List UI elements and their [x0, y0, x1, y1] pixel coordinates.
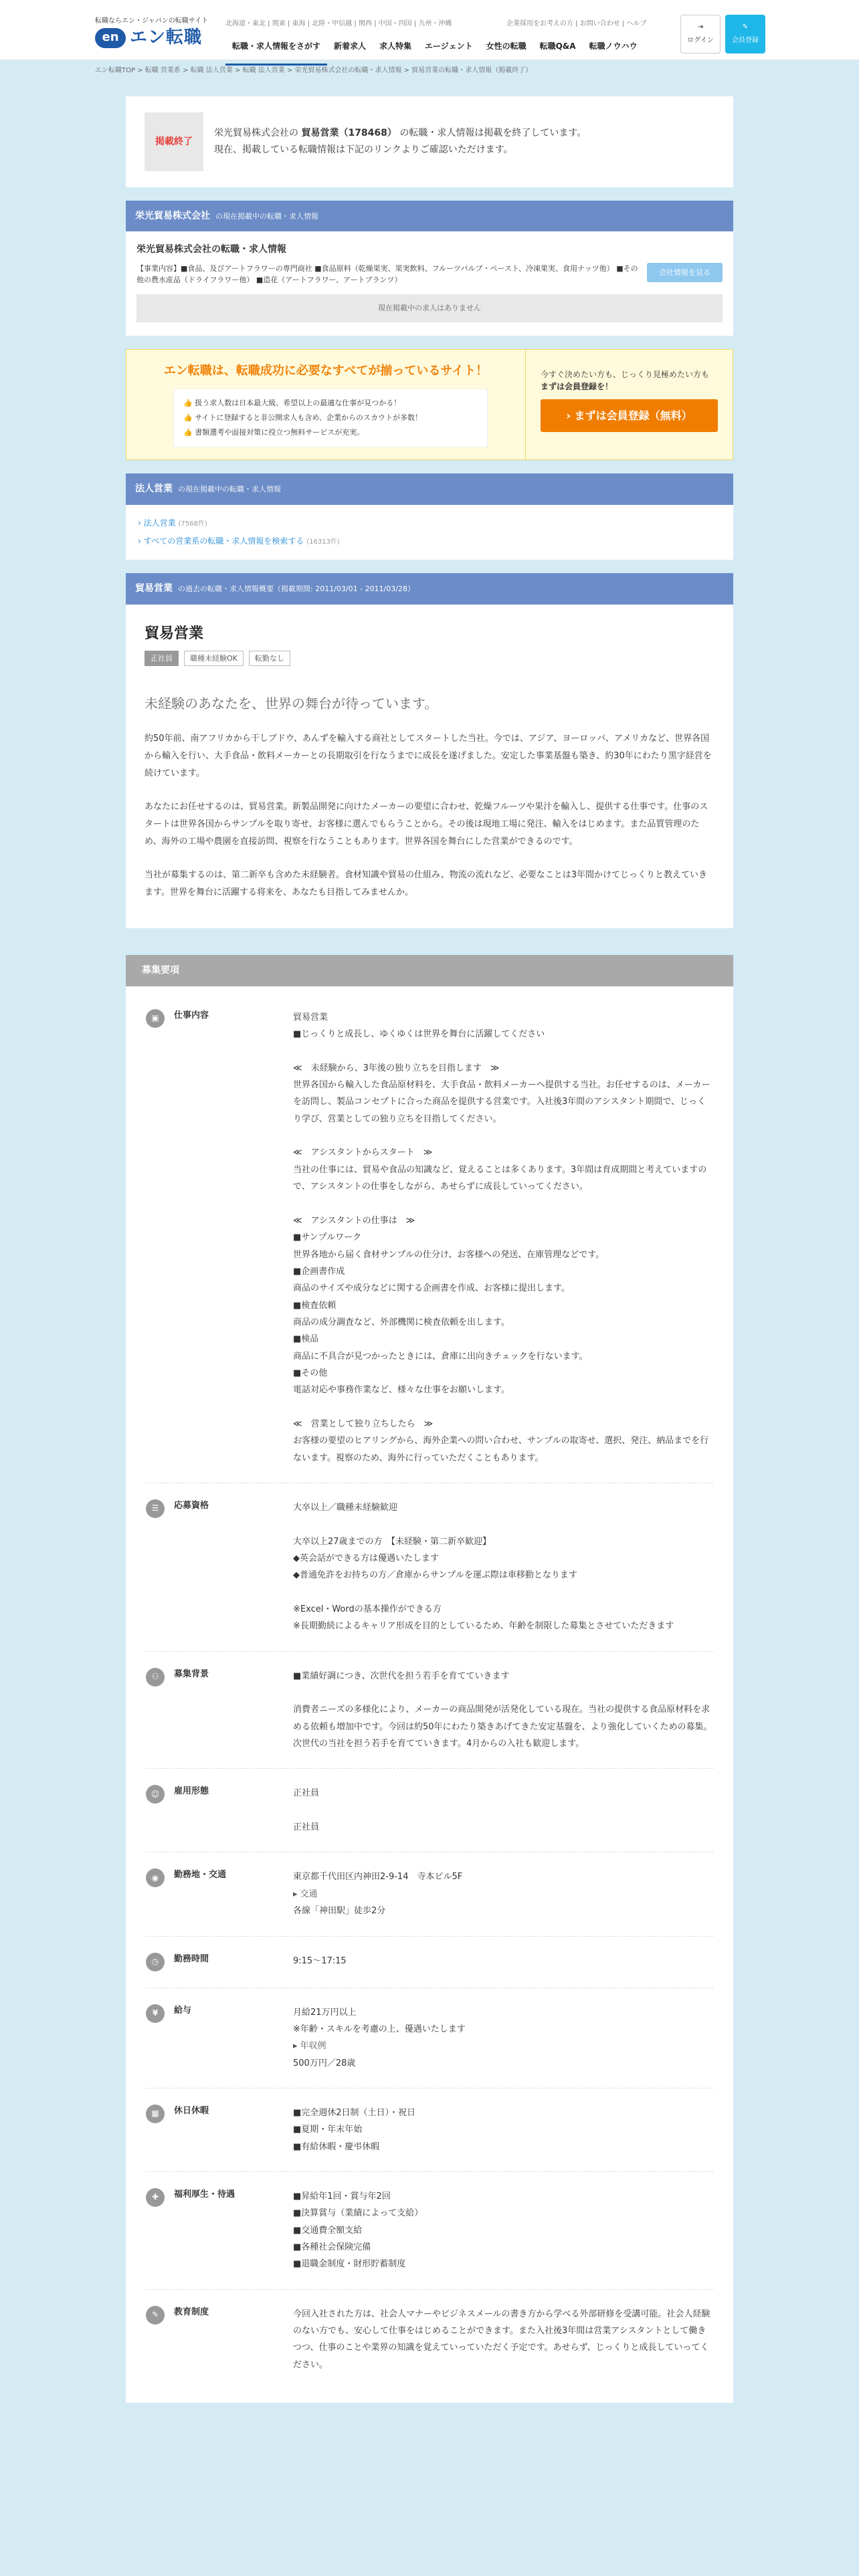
requirements-header: 募集要項 — [126, 955, 733, 986]
person-icon: ☺ — [146, 1785, 165, 1804]
nav-search-jobs[interactable]: 転職・求人情報をさがす — [225, 37, 327, 66]
requirement-sub-body: 各線「神田駅」徒歩2分 — [293, 1906, 386, 1917]
requirement-label: 仕事内容 — [174, 1010, 209, 1021]
requirement-row — [146, 2088, 713, 2172]
promo-right-text: 今すぐ決めたい方も、じっくり見極めたい方も — [541, 369, 710, 379]
current-jobs-section — [126, 201, 733, 336]
promo-right-bold: まずは会員登録を！ — [541, 381, 613, 391]
requirement-body: ■業績好調につき、次世代を担う若手を育てていきます 消費者ニーズの多様化により、メーカーの商品開発が活発化している現在。当社の提供する食品原材料を求める依頼も増加中です。今回は約50年にわたり築きあげてきた安定基盤を、より強化していくための募集。次世代の当社を担う若手を育てていきます。4月からの入社も歓迎します。 — [293, 1671, 712, 1749]
signup-promo — [126, 349, 733, 461]
clock-icon: ◷ — [146, 1953, 165, 1971]
requirement-label: 休日休暇 — [174, 2105, 209, 2116]
related-bar-sub: の現在掲載中の転職・求人情報 — [178, 485, 281, 494]
requirement-body: 9:15～17:15 — [293, 1955, 347, 1966]
requirement-row — [146, 1937, 713, 1988]
requirement-body: 月給21万円以上 ※年齢・スキルを考慮の上、優遇いたします — [293, 2007, 466, 2034]
checklist-icon: ☰ — [146, 1499, 165, 1518]
breadcrumb[interactable]: エン転職TOP > 転職 営業系 > 転職 法人営業 > 転職 法人営業 > 栄光貿易株式会社の転職・求人情報 > 貿易営業の転職・求人情報（掲載終了） — [95, 67, 533, 74]
past-job-summary — [126, 573, 733, 928]
thumb-icon: 👍 — [183, 428, 193, 437]
site-logo[interactable] — [95, 24, 202, 52]
promo-point: 👍 扱う求人数は日本最大級。希望以上の最適な仕事が見つかる！ — [183, 399, 401, 408]
register-label: 会員登録 — [732, 37, 759, 44]
requirement-row — [146, 2290, 713, 2389]
site-header — [0, 0, 859, 60]
ended-status: の転職・求人情報は掲載を終了しています。 — [399, 127, 587, 138]
requirement-row — [146, 1988, 713, 2088]
thumb-icon: 👍 — [183, 413, 193, 423]
register-cta-button[interactable]: › まずは会員登録（無料） — [541, 399, 718, 433]
requirement-row — [146, 1769, 713, 1852]
requirement-body: 正社員 正社員 — [293, 1788, 320, 1833]
related-jobs-section — [126, 473, 733, 560]
utility-links[interactable]: 企業採用をお考えの方 | お問い合わせ | ヘルプ — [506, 20, 647, 27]
related-link[interactable]: › 法人営業 (7568件) — [138, 518, 207, 528]
business-description: 【事業内容】■食品、及びアートフラワーの専門商社 ■食品原料（乾燥果実、果実飲料、フルーツパルプ・ペースト、冷凍果実、食用ナッツ他） ■その他の農水産品（ドライフラワー他） ■造花（アートフラワー、アートプランツ） — [136, 263, 638, 285]
nav-women[interactable]: 女性の転職 — [486, 41, 527, 51]
register-button[interactable] — [725, 15, 765, 53]
catch-copy: 未経験のあなたを、世界の舞台が待っています。 — [145, 695, 438, 712]
requirement-label: 雇用形態 — [174, 1786, 209, 1797]
pen-icon: ✎ — [742, 23, 749, 31]
thumb-icon: 👍 — [183, 399, 193, 408]
current-bar-sub: の現在掲載中の転職・求人情報 — [215, 212, 318, 221]
yen-icon: ¥ — [146, 2004, 165, 2023]
past-bar-sub: の過去の転職・求人情報概要（掲載期間: 2011/03/01 - 2011/03/28） — [178, 584, 415, 594]
requirement-label: 応募資格 — [174, 1500, 209, 1511]
benefits-icon: ✚ — [146, 2188, 165, 2207]
current-heading: 栄光貿易株式会社の転職・求人情報 — [136, 244, 286, 255]
requirements-list — [126, 986, 733, 2403]
related-link[interactable]: › すべての営業系の転職・求人情報を検索する (16313件) — [138, 536, 340, 546]
promo-point: 👍 書類選考や面接対策に役立つ無料サービスが充実。 — [183, 428, 365, 437]
sub-icon: ▸ — [293, 1889, 298, 1899]
login-button[interactable] — [680, 15, 721, 53]
tag-employment: 正社員 — [145, 651, 179, 667]
login-label: ログイン — [687, 37, 714, 44]
nav-agent[interactable]: エージェント — [425, 41, 473, 51]
requirement-body: 貿易営業 ■じっくりと成長し、ゆくゆくは世界を舞台に活躍してください ≪ 未経験から、3年後の独り立ちを目指します ≫ 世界各国から輸入した食品原材料を、大手食品・飲料メーカーへ提供する当社。お任せするのは、メーカーを訪問し、製品コンセプトに合った商品を提供する営業です。入社後3年間のアシスタント期間で、じっくり学び、営業としての独り立ちを目指してください。 ≪ アシスタントからスタート ≫ 当社の仕事には、貿易や食品の知識など、覚えることは多くあります。3年間は育成期間と考えていますので、アシスタントの仕事をしながら、あせらずに成長していってください。 ≪ アシスタントの仕事は ≫ ■サンプルワーク 世界各地から届く食材サンプルの仕分け、お客様への発送、在庫管理などです。 ■企画書作成 商品のサイズや成分などに関する企画書を作成、お客様に提出します。 ■検査依頼 商品の成分調査など、外部機関に検査依頼を出します。 ■検品 商品に不具合が見つかったときには、倉庫に出向きチェックを行ないます。 ■その他 電話対応や事務作業など、様々な仕事をお願いします。 ≪ 営業として独り立ちしたら ≫ お客様の要望のヒアリングから、海外企業への問い合わせ、サンプルの取寄せ、選択、発注、納品までを行ないます。視察のため、海外に行っていただくこともあります。 — [293, 1012, 710, 1463]
training-icon: ✎ — [146, 2306, 165, 2325]
promo-title: エン転職は、転職成功に必要なすべてが揃っているサイト！ — [163, 363, 488, 378]
requirement-row — [146, 1652, 713, 1769]
area-links[interactable]: 北海道・東北 | 関東 | 東海 | 北陸・甲信越 | 関西 | 中国・四国 | 九州・沖縄 — [225, 20, 452, 27]
nav-qa[interactable]: 転職Q&A — [539, 41, 576, 51]
group-icon: ⚇ — [146, 1668, 165, 1687]
calendar-icon: ▦ — [146, 2105, 165, 2123]
nav-knowhow[interactable]: 転職ノウハウ — [589, 41, 638, 51]
briefcase-icon: ▣ — [146, 1009, 165, 1028]
sub-icon: ▸ — [293, 2041, 298, 2052]
company-info-button[interactable]: 会社情報を見る — [647, 263, 723, 283]
requirement-body: ■完全週休2日制（土日）・祝日 ■夏期・年末年始 ■有給休暇・慶弔休暇 — [293, 2107, 416, 2152]
requirements-section — [126, 955, 733, 2403]
requirement-body: ■昇給年1回・賞与年2回 ■決算賞与（業績によって支給） ■交通費全額支給 ■各種社会保険完備 ■退職金制度・財形貯蓄制度 — [293, 2191, 423, 2270]
listing-ended-notice — [126, 96, 733, 187]
main-nav — [225, 37, 644, 66]
requirement-sub-label: ▸ 年収例 — [293, 2038, 713, 2054]
requirement-row — [146, 1483, 713, 1652]
ended-company: 栄光貿易株式会社の — [214, 127, 298, 138]
job-title: 貿易営業 — [145, 625, 204, 642]
logo-text: エン転職 — [130, 27, 203, 47]
intro-paragraph: 当社が募集するのは、第二新卒も含めた未経験者。食材知識や貿易の仕組み、物流の流れなど、必要なことは3年間かけてじっくりと教えていきます。世界を舞台に活躍する将来を、あなたも目指してみませんか。 — [145, 870, 708, 898]
ended-job-title: 貿易営業（178468） — [301, 127, 397, 138]
intro-paragraph: あなたにお任せするのは、貿易営業。新製品開発に向けたメーカーの要望に合わせ、乾燥フルーツや果汁を輸入し、提供する仕事です。仕事のスタートは世界各国からサンプルを取り寄せ、お客様に選んでもらうことから。その後は現地工場に発注、輸入をはじめます。また品質管理のため、海外の工場や農園を直接訪問、視察を行なうこともあります。世界各国を舞台にした営業ができるのです。 — [145, 802, 708, 847]
requirement-label: 教育制度 — [174, 2306, 209, 2317]
requirement-label: 勤務時間 — [174, 1953, 209, 1964]
ended-badge: 掲載終了 — [145, 112, 203, 171]
logo-tagline: 転職ならエン・ジャパンの転職サイト — [95, 17, 209, 25]
current-bar-title: 栄光貿易株式会社 — [135, 211, 210, 221]
requirement-row — [146, 993, 713, 1483]
requirement-body: 大卒以上／職種未経験歓迎 大卒以上27歳までの方 【未経験・第二新卒歓迎】 ◆英会話ができる方は優遇いたします ◆普通免許をお持ちの方／倉庫からサンプルを運ぶ際は車移動となります ※Excel・Wordの基本操作ができる方 ※長期勤続によるキャリア形成を目的としているため、年齢を制限した募集とさせていただきます — [293, 1502, 674, 1632]
nav-features[interactable]: 求人特集 — [379, 41, 412, 51]
promo-point: 👍 サイトに登録すると非公開求人も含め、企業からのスカウトが多数！ — [183, 413, 422, 423]
related-bar-title: 法人営業 — [135, 484, 173, 495]
nav-new-jobs[interactable]: 新着求人 — [334, 41, 367, 51]
requirement-label: 福利厚生・待遇 — [174, 2189, 235, 2199]
login-icon: ⇥ — [697, 23, 704, 31]
tag-inexperienced: 職種未経験OK — [184, 651, 244, 667]
ended-hint: 現在、掲載している転職情報は下記のリンクよりご確認いただけます。 — [214, 144, 513, 155]
requirement-body: 東京都千代田区内神田2-9-14 寺本ビル5F — [293, 1872, 463, 1883]
requirement-body: 今回入社された方は、社会人マナーやビジネスメールの書き方から学べる外部研修を受講可能。社会人経験のない方でも、安心して仕事をはじめることができます。また入社後3年間は営業アシスタントとして働きつつ、仕事のことや業界の知識を覚えていっていただく予定です。あせらず、じっくりと成長していってください。 — [293, 2309, 710, 2370]
location-icon: ◉ — [146, 1868, 165, 1887]
requirement-label: 募集背景 — [174, 1669, 209, 1679]
tag-no-transfer: 転勤なし — [249, 651, 290, 667]
past-bar-title: 貿易営業 — [135, 583, 173, 595]
logo-mark: en — [95, 28, 126, 48]
requirement-sub-body: 500万円／28歳 — [293, 2058, 356, 2068]
requirement-row — [146, 2172, 713, 2290]
no-current-jobs: 現在掲載中の求人はありません — [136, 294, 723, 322]
requirement-label: 勤務地・交通 — [174, 1870, 227, 1881]
intro-paragraph: 約50年前、南アフリカから干しブドウ、あんずを輸入する商社としてスタートした当社。今では、アジア、ヨーロッパ、アメリカなど、世界各国から輸入を行い、大手食品・飲料メーカーとの長期取引を行なうまでに成長を遂げました。安定した事業基盤も築き、約30年にわたり黒字経営を続けています。 — [145, 734, 712, 779]
requirement-row — [146, 1852, 713, 1936]
requirement-sub-label: ▸ 交通 — [293, 1886, 713, 1903]
requirement-label: 給与 — [174, 2005, 192, 2016]
